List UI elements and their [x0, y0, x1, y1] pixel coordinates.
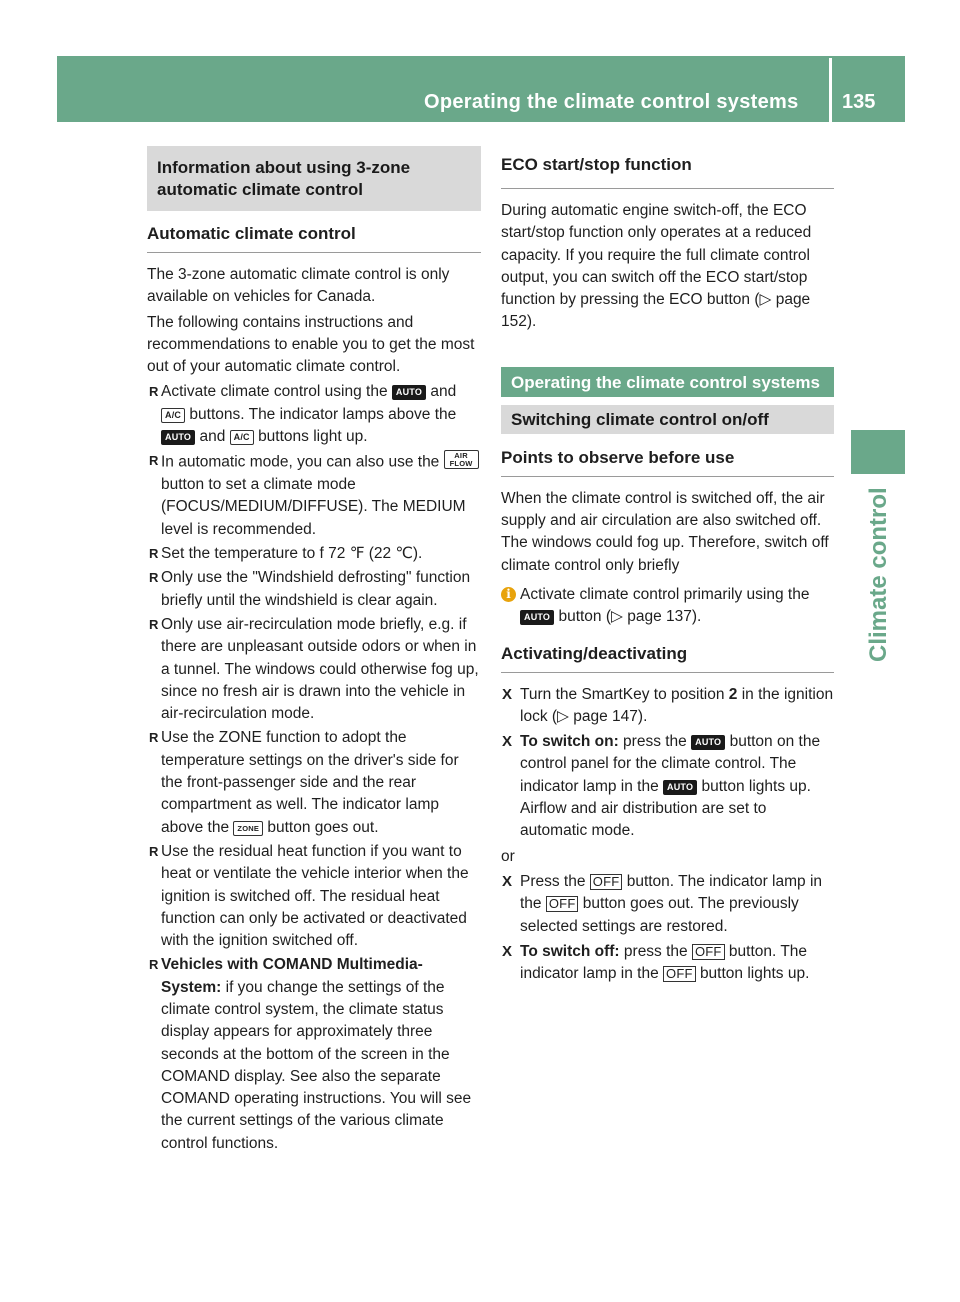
header-divider	[829, 58, 832, 122]
auto-button-icon: AUTO	[663, 780, 697, 795]
ac-button-icon: A/C	[230, 430, 254, 445]
info-icon: i	[501, 587, 516, 602]
subheading-activating: Activating/deactivating	[501, 643, 834, 673]
auto-button-icon: AUTO	[392, 385, 426, 400]
section-heading-switching: Switching climate control on/off	[501, 405, 834, 434]
side-chapter-label: Climate control	[865, 487, 892, 662]
airflow-button-icon: AIR FLOW	[444, 450, 479, 469]
eco-paragraph: During automatic engine switch-off, the ECO start/stop function only operates at a reduced capacity. If you require the full climate control output, you can switch off the ECO start/stop function by pressing the ECO button (▷ page 152).	[501, 202, 812, 331]
subheading-points: Points to observe before use	[501, 447, 834, 477]
step-switch-off: X To switch off: press the OFF button. The indicator lamp in the OFF button lights up.	[501, 941, 834, 986]
or-separator: or	[501, 847, 515, 865]
bullet-activate: R Activate climate control using the AUTO and A/C buttons. The indicator lamps above the AUTO and A/C buttons light up.	[147, 381, 481, 448]
off-button-icon: OFF	[590, 874, 623, 890]
off-button-icon: OFF	[546, 896, 579, 912]
auto-button-icon: AUTO	[161, 430, 195, 445]
right-column	[501, 146, 834, 988]
intro-paragraph: The 3-zone automatic climate control is only available on vehicles for Canada.	[147, 266, 450, 306]
section-heading-operating: Operating the climate control systems	[501, 367, 834, 397]
off-button-icon: OFF	[692, 944, 725, 960]
auto-button-icon: AUTO	[691, 735, 725, 750]
bullet-recirculation: R Only use air-recirculation mode briefly, e.g. if there are unpleasant outside odors or when in a tunnel. The windows could otherwise fog up, since no fresh air is drawn into the vehicle in air-recirculation mode.	[147, 614, 481, 725]
off-button-icon: OFF	[663, 966, 696, 982]
ac-button-icon: A/C	[161, 408, 185, 423]
step-smartkey: X Turn the SmartKey to position 2 in the ignition lock (▷ page 147).	[501, 684, 834, 729]
side-tab	[851, 430, 905, 474]
zone-button-icon: ZONE	[233, 821, 263, 836]
bullet-temperature: R Set the temperature to f 72 ℉ (22 ℃).	[147, 543, 481, 565]
info-note: i Activate climate control primarily using the AUTO button (▷ page 137).	[501, 584, 834, 629]
bullet-comand: R Vehicles with COMAND Multimedia-System: if you change the settings of the climate control system, the climate status display appears for approximately three seconds at the bottom of the screen in the COMAND display. See also the separate COMAND operating instructions. You will see the current settings of the various climate control functions.	[147, 954, 481, 1155]
subheading-eco: ECO start/stop function	[501, 146, 834, 189]
bullet-zone: R Use the ZONE function to adopt the temperature settings on the driver's side for the front-passenger side and the rear compartment as well. The indicator lamp above the ZONE button goes out.	[147, 727, 481, 838]
points-paragraph: When the climate control is switched off, the air supply and air circulation are also switched off. The windows could fog up. Therefore, switch off climate control only briefly	[501, 489, 829, 574]
page-number: 135	[842, 91, 876, 113]
section-heading-info: Information about using 3-zone automatic climate control	[147, 146, 481, 211]
bullet-residual-heat: R Use the residual heat function if you want to heat or ventilate the vehicle interior when the ignition is switched off. The residual heat function can only be activated or deactivated with the ignition switched off.	[147, 841, 481, 952]
left-column	[147, 146, 481, 1157]
page-title: Operating the climate control systems	[424, 91, 799, 113]
recommendations-paragraph: The following contains instructions and recommendations to enable you to get the most out of your automatic climate control.	[147, 313, 475, 376]
auto-button-icon: AUTO	[520, 610, 554, 625]
step-press-off: X Press the OFF button. The indicator lamp in the OFF button goes out. The previously selected settings are restored.	[501, 871, 834, 938]
step-switch-on: X To switch on: press the AUTO button on the control panel for the climate control. The indicator lamp in the AUTO button lights up. Airflow and air distribution are set to automatic mode.	[501, 731, 834, 842]
bullet-defrosting: R Only use the "Windshield defrosting" function briefly until the windshield is clear again.	[147, 567, 481, 612]
subheading-automatic-climate-control: Automatic climate control	[147, 223, 481, 253]
bullet-airflow: R In automatic mode, you can also use the AIR FLOW button to set a climate mode (FOCUS/MEDIUM/DIFFUSE). The MEDIUM level is recommended.	[147, 450, 481, 541]
